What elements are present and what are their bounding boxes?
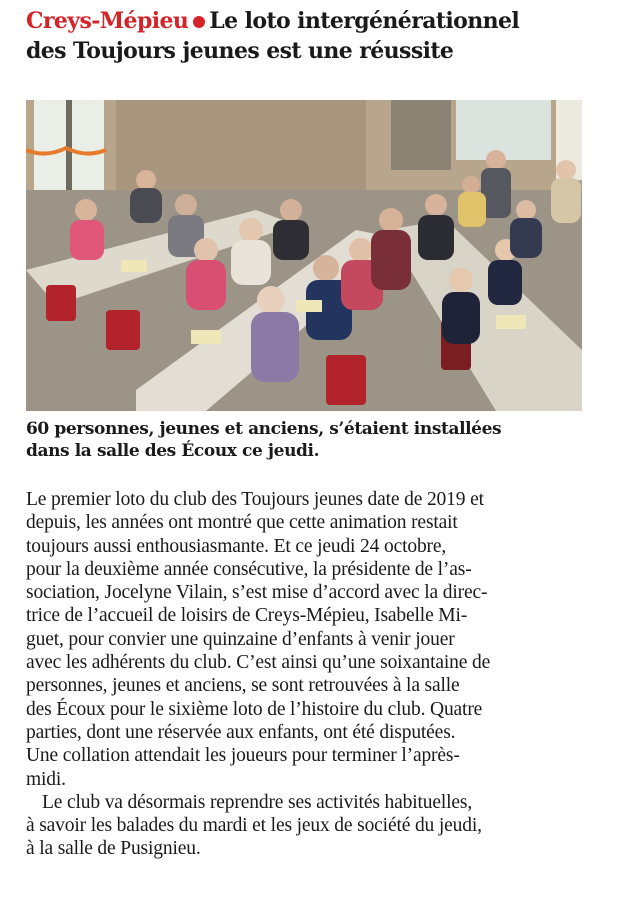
body-line: depuis, les années ont montré que cette animation restait xyxy=(26,512,458,534)
article-body xyxy=(26,488,596,861)
body-line: à la salle de Pusignieu. xyxy=(26,838,201,860)
body-line: guet, pour convier une quinzaine d’enfants à venir jouer xyxy=(26,628,455,650)
headline xyxy=(26,6,596,66)
body-line: pour la deuxième année consécutive, la présidente de l’as- xyxy=(26,558,472,580)
paragraph-2 xyxy=(26,791,596,861)
caption-line: 60 personnes, jeunes et anciens, s’étaient installées xyxy=(26,419,502,439)
photo-illustration xyxy=(26,100,582,411)
body-line: personnes, jeunes et anciens, se sont retrouvées à la salle xyxy=(26,675,460,697)
caption-line: dans la salle des Écoux ce jeudi. xyxy=(26,441,320,461)
headline-title-part1: Le loto intergénérationnel xyxy=(209,8,520,34)
paragraph-1 xyxy=(26,488,596,791)
body-line: parties, dont une réservée aux enfants, ont été disputées. xyxy=(26,721,456,743)
red-bullet-icon xyxy=(193,16,205,28)
article-photo xyxy=(26,100,582,411)
body-line: midi. xyxy=(26,768,66,790)
body-line: trice de l’accueil de loisirs de Creys-Mépieu, Isabelle Mi- xyxy=(26,605,468,627)
body-line: sociation, Jocelyne Vilain, s’est mise d’accord avec la direc- xyxy=(26,582,488,604)
kicker-location: Creys-Mépieu xyxy=(26,8,189,34)
body-line: Le premier loto du club des Toujours jeunes date de 2019 et xyxy=(26,489,484,510)
body-line: toujours aussi enthousiasmante. Et ce jeudi 24 octobre, xyxy=(26,535,447,557)
body-line: avec les adhérents du club. C’est ainsi qu’une soixantaine de xyxy=(26,652,491,674)
body-line: Le club va désormais reprendre ses activités habituelles, xyxy=(42,791,473,813)
body-line: à savoir les balades du mardi et les jeux de société du jeudi, xyxy=(26,815,482,837)
body-line: Une collation attendait les joueurs pour terminer l’après- xyxy=(26,745,460,767)
body-line: des Écoux pour le sixième loto de l’histoire du club. Quatre xyxy=(26,698,483,720)
headline-title-part2: des Toujours jeunes est une réussite xyxy=(26,38,454,64)
photo-caption xyxy=(26,418,596,462)
